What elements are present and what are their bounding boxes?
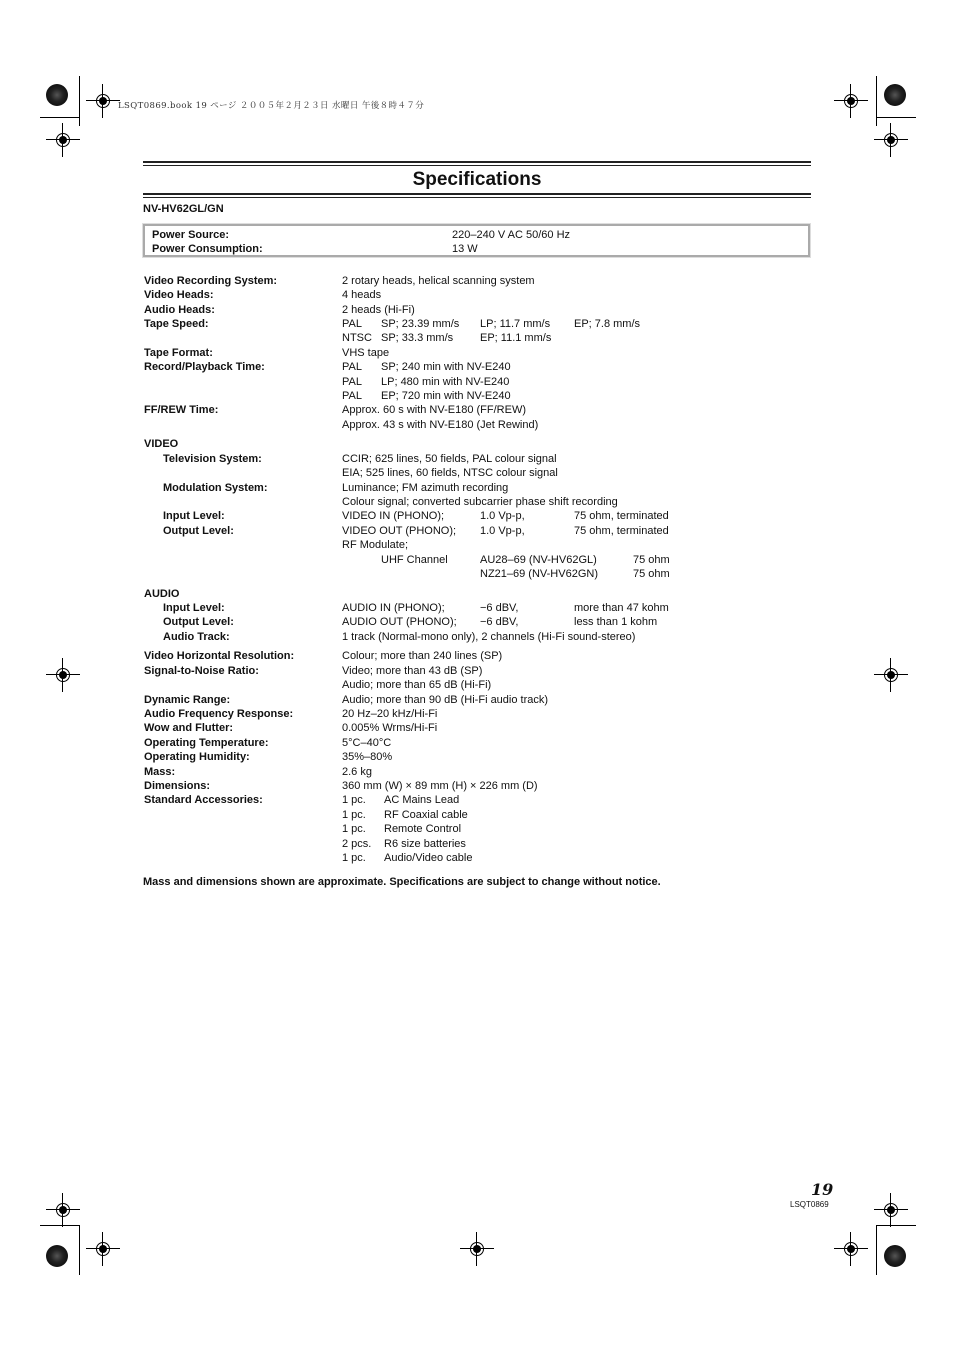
accessory-qty: 2 pcs. [342, 838, 372, 850]
spec-value: LP; 11.7 mm/s [480, 318, 551, 330]
spec-value: Audio; more than 90 dB (Hi-Fi audio track) [342, 694, 549, 706]
power-consumption-label: Power Consumption: [152, 243, 263, 255]
spec-label: Operating Temperature: [144, 737, 269, 749]
spec-label: Video Heads: [144, 289, 214, 301]
spec-value: −6 dBV, [480, 616, 519, 628]
accessory-qty: 1 pc. [342, 852, 366, 864]
power-box [143, 224, 810, 257]
spec-value: NTSC [342, 332, 372, 344]
spec-value: 1 track (Normal-mono only), 2 channels (Hi-Fi sound-stereo) [342, 631, 636, 643]
accessory-qty: 1 pc. [342, 809, 366, 821]
trim-line [876, 1225, 916, 1226]
crop-mark-bottom-left [86, 1232, 120, 1266]
spec-label: Audio Heads: [144, 304, 215, 316]
trim-line [876, 117, 916, 118]
spec-value: 35%–80% [342, 751, 393, 763]
spec-value: 20 Hz–20 kHz/Hi-Fi [342, 708, 438, 720]
spec-value: Approx. 43 s with NV-E180 (Jet Rewind) [342, 419, 539, 431]
spec-label: Audio Frequency Response: [144, 708, 294, 720]
spec-value: 1.0 Vp-p, [480, 510, 525, 522]
spec-value: less than 1 kohm [574, 616, 658, 628]
accessory-item: R6 size batteries [384, 838, 466, 850]
spec-label: Output Level: [163, 525, 234, 537]
spec-value: LP; 480 min with NV-E240 [381, 376, 510, 388]
trim-line [79, 1225, 80, 1275]
section-heading-audio: AUDIO [144, 588, 180, 600]
spec-value: −6 dBV, [480, 602, 519, 614]
spec-label: Dimensions: [144, 780, 211, 792]
spec-value: AUDIO OUT (PHONO); [342, 616, 457, 628]
spec-label: Modulation System: [163, 482, 268, 494]
section-heading-video: VIDEO [144, 438, 179, 450]
spec-value: SP; 240 min with NV-E240 [381, 361, 511, 373]
spec-value: 75 ohm [633, 554, 670, 566]
spec-label: Input Level: [163, 602, 225, 614]
power-source-value: 220–240 V AC 50/60 Hz [452, 229, 571, 241]
trim-line [79, 76, 80, 126]
accessory-item: Audio/Video cable [384, 852, 473, 864]
accessory-item: AC Mains Lead [384, 794, 460, 806]
spec-label: Mass: [144, 766, 176, 778]
accessory-qty: 1 pc. [342, 794, 366, 806]
spec-label: Dynamic Range: [144, 694, 231, 706]
spec-value: Colour signal; converted subcarrier phase shift recording [342, 496, 618, 508]
model-name: NV-HV62GL/GN [143, 203, 224, 215]
spec-value: EIA; 525 lines, 60 fields, NTSC colour signal [342, 467, 558, 479]
registration-mark-top-right [884, 84, 906, 106]
title-rule-bottom-thin [143, 197, 811, 198]
spec-value: EP; 7.8 mm/s [574, 318, 641, 330]
spec-label: Signal-to-Noise Ratio: [144, 665, 259, 677]
spec-value: Video; more than 43 dB (SP) [342, 665, 483, 677]
document-code: LSQT0869 [790, 1200, 829, 1209]
registration-mark-bottom-left [46, 1245, 68, 1267]
crop-mark-left-upper [46, 123, 80, 157]
spec-value: VIDEO IN (PHONO); [342, 510, 445, 522]
print-header: LSQT0869.book 19 ページ ２００５年２月２３日 水曜日 午後８時４７分 [118, 101, 425, 111]
spec-value: 360 mm (W) × 89 mm (H) × 226 mm (D) [342, 780, 538, 792]
crop-mark-top-right [834, 84, 868, 118]
spec-label: Tape Speed: [144, 318, 209, 330]
spec-value: 4 heads [342, 289, 382, 301]
spec-value: Luminance; FM azimuth recording [342, 482, 509, 494]
spec-value: Approx. 60 s with NV-E180 (FF/REW) [342, 404, 526, 416]
accessory-qty: 1 pc. [342, 823, 366, 835]
title-rule-top-thin [143, 165, 811, 166]
spec-value: EP; 11.1 mm/s [480, 332, 552, 344]
trim-line [876, 76, 877, 126]
spec-label: Video Recording System: [144, 275, 278, 287]
disclaimer-note: Mass and dimensions shown are approximate. Specifications are subject to change without notice. [143, 876, 661, 888]
registration-mark-bottom-right [884, 1245, 906, 1267]
spec-label: FF/REW Time: [144, 404, 219, 416]
spec-value: AUDIO IN (PHONO); [342, 602, 445, 614]
trim-line [40, 117, 80, 118]
spec-value: SP; 23.39 mm/s [381, 318, 460, 330]
spec-value: 0.005% Wrms/Hi-Fi [342, 722, 438, 734]
spec-label: Standard Accessories: [144, 794, 263, 806]
spec-value: AU28–69 (NV-HV62GL) [480, 554, 597, 566]
title-rule-top [143, 161, 811, 163]
spec-label: Television System: [163, 453, 262, 465]
crop-mark-left-lower [46, 1193, 80, 1227]
spec-value: PAL [342, 390, 362, 402]
page-number: 19 [811, 1180, 834, 1199]
spec-value: 2 heads (Hi-Fi) [342, 304, 415, 316]
spec-value: PAL [342, 376, 362, 388]
spec-value: PAL [342, 318, 362, 330]
spec-value: PAL [342, 361, 362, 373]
spec-value: Colour; more than 240 lines (SP) [342, 650, 503, 662]
spec-value: 75 ohm [633, 568, 670, 580]
crop-mark-right-middle [874, 658, 908, 692]
spec-value: Audio; more than 65 dB (Hi-Fi) [342, 679, 492, 691]
spec-value: VIDEO OUT (PHONO); [342, 525, 457, 537]
spec-value: more than 47 kohm [574, 602, 669, 614]
spec-value: 75 ohm, terminated [574, 525, 669, 537]
spec-value: RF Modulate; [342, 539, 409, 551]
crop-mark-top-left [86, 84, 120, 118]
spec-value: CCIR; 625 lines, 50 fields, PAL colour signal [342, 453, 557, 465]
power-source-label: Power Source: [152, 229, 230, 241]
trim-line [40, 1225, 80, 1226]
spec-label: Operating Humidity: [144, 751, 250, 763]
spec-label: Wow and Flutter: [144, 722, 234, 734]
crop-mark-right-upper [874, 123, 908, 157]
page-title: Specifications [412, 169, 542, 190]
spec-label: Video Horizontal Resolution: [144, 650, 295, 662]
spec-value: VHS tape [342, 347, 390, 359]
spec-value: 2 rotary heads, helical scanning system [342, 275, 535, 287]
spec-label: Record/Playback Time: [144, 361, 265, 373]
crop-mark-right-lower [874, 1193, 908, 1227]
accessory-item: RF Coaxial cable [384, 809, 468, 821]
spec-value: 75 ohm, terminated [574, 510, 669, 522]
power-consumption-value: 13 W [452, 243, 478, 255]
trim-line [876, 1225, 877, 1275]
accessory-item: Remote Control [384, 823, 462, 835]
spec-value: NZ21–69 (NV-HV62GN) [480, 568, 598, 580]
spec-value: SP; 33.3 mm/s [381, 332, 454, 344]
spec-value: 2.6 kg [342, 766, 372, 778]
spec-label: Input Level: [163, 510, 225, 522]
registration-mark-top-left [46, 84, 68, 106]
spec-value: 1.0 Vp-p, [480, 525, 525, 537]
title-rule-bottom [143, 193, 811, 195]
spec-label: Tape Format: [144, 347, 213, 359]
crop-mark-bottom-center [460, 1232, 494, 1266]
crop-mark-bottom-right [834, 1232, 868, 1266]
spec-value: EP; 720 min with NV-E240 [381, 390, 511, 402]
spec-label: Audio Track: [163, 631, 230, 643]
spec-label: Output Level: [163, 616, 234, 628]
crop-mark-left-middle [46, 658, 80, 692]
spec-value: UHF Channel [381, 554, 448, 566]
spec-value: 5°C–40°C [342, 737, 392, 749]
